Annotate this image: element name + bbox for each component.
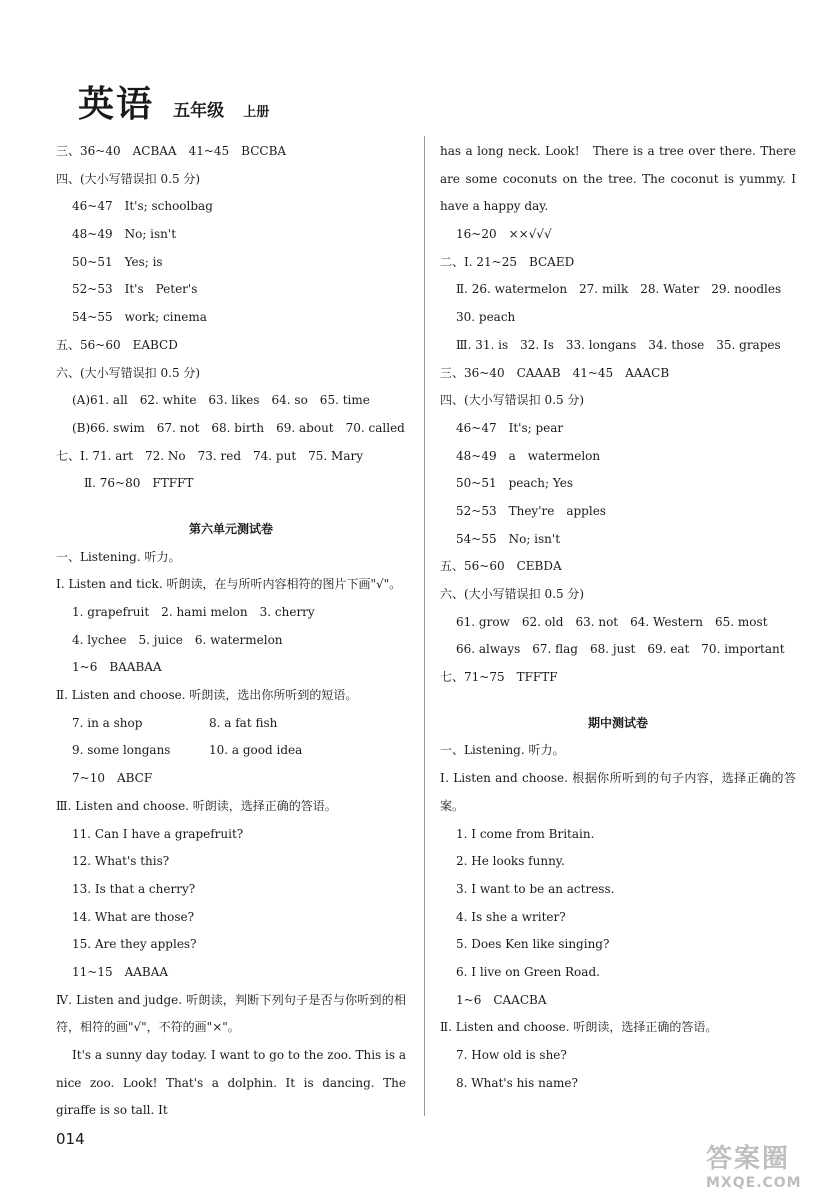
question-instruction: Ⅱ. Listen and choose. 听朗读，选出你所听到的短语。: [56, 688, 358, 703]
answer-line: 66. always 67. flag 68. just 69. eat 70. important: [456, 642, 785, 657]
answer-line: 16~20 ××√√√: [456, 227, 552, 242]
answer-line: 3. I want to be an actress.: [456, 881, 615, 896]
answer-line: (A)61. all 62. white 63. likes 64. so 65. time: [72, 393, 370, 408]
answer-line: 15. Are they apples?: [72, 937, 197, 952]
watermark-url: MXQE.COM: [706, 1175, 802, 1191]
section-note: 六、(大小写错误扣 0.5 分): [56, 365, 201, 380]
midterm-title: 期中测试卷: [587, 715, 648, 730]
page-header: [78, 76, 270, 125]
watermark-title: 答案圈: [706, 1144, 791, 1174]
answer-line: 2. He looks funny.: [456, 854, 565, 869]
answer-line: [56, 710, 406, 738]
phrase: 9. some longans: [72, 743, 171, 758]
unit6-title: 第六单元测试卷: [188, 521, 273, 536]
answer-line: 54~55 No; isn't: [456, 531, 561, 546]
answer-line: 30. peach: [456, 310, 516, 325]
question-instruction: Ⅱ. Listen and choose. 听朗读，选择正确的答语。: [440, 1020, 718, 1035]
answer-line: Ⅱ. 26. watermelon 27. milk 28. Water 29. noodles: [456, 282, 782, 297]
answer-line: Ⅱ. 76~80 FTFFT: [84, 476, 194, 491]
answer-line: 46~47 It's; schoolbag: [72, 199, 213, 214]
answer-line: 14. What are those?: [72, 909, 195, 924]
phrase: 7. in a shop: [72, 715, 143, 730]
section-note: 四、(大小写错误扣 0.5 分): [56, 171, 201, 186]
answer-line: 1. grapefruit 2. hami melon 3. cherry: [72, 605, 315, 619]
question-instruction: Ⅳ. Listen and judge. 听朗读，判断下列句子是否与你听到的相符，相符的画"√"，不符的画"×"。: [56, 992, 406, 1035]
answer-line: 三、36~40 ACBAA 41~45 BCCBA: [56, 144, 287, 158]
answer-line: 7. How old is she?: [456, 1048, 567, 1063]
answer-line: Ⅲ. 31. is 32. Is 33. longans 34. those 35. grapes: [456, 337, 781, 352]
watermark-logo: [706, 1138, 816, 1194]
answer-line: 五、56~60 EABCD: [56, 337, 178, 352]
answer-line: 4. Is she a writer?: [456, 909, 566, 924]
listening-passage-cont: has a long neck. Look! There is a tree over there. There are some coconuts on the tree. The coconut is yummy. I have a happy day.: [440, 144, 796, 214]
answer-line: 五、56~60 CEBDA: [440, 559, 562, 574]
answer-line: 8. What's his name?: [456, 1075, 578, 1090]
question-instruction: Ⅰ. Listen and tick. 听朗读，在与所听内容相符的图片下画"√"。: [56, 577, 402, 592]
answer-line: 七、71~75 TFFTF: [440, 670, 558, 685]
answer-line: 54~55 work; cinema: [72, 310, 207, 325]
question-instruction: Ⅰ. Listen and choose. 根据你所听到的句子内容，选择正确的答案。: [440, 771, 796, 813]
answer-line: 52~53 It's Peter's: [72, 282, 198, 297]
answer-line: 48~49 No; isn't: [72, 227, 177, 242]
answer-line: (B)66. swim 67. not 68. birth 69. about 70. called: [72, 420, 405, 435]
section-heading: 一、Listening. 听力。: [440, 743, 565, 758]
answer-line: 52~53 They're apples: [456, 503, 606, 518]
question-instruction: Ⅲ. Listen and choose. 听朗读，选择正确的答语。: [56, 798, 337, 813]
left-column: [56, 138, 406, 1125]
answer-line: 50~51 peach; Yes: [456, 476, 573, 491]
phrase: 8. a fat fish: [209, 715, 278, 730]
answer-line: 11. Can I have a grapefruit?: [72, 826, 244, 841]
subject-title: 英语: [78, 84, 155, 125]
volume-label: 上册: [243, 105, 270, 120]
section-note: 六、(大小写错误扣 0.5 分): [440, 587, 585, 602]
grade-label: 五年级: [173, 101, 225, 121]
answer-line: 48~49 a watermelon: [456, 448, 601, 463]
answer-line: 1. I come from Britain.: [456, 826, 595, 841]
answer-line: 三、36~40 CAAAB 41~45 AAACB: [440, 365, 670, 380]
answer-line: 4. lychee 5. juice 6. watermelon: [72, 632, 283, 647]
answer-line: 7~10 ABCF: [72, 771, 153, 786]
phrase: 10. a good idea: [209, 743, 303, 758]
answer-line: 二、Ⅰ. 21~25 BCAED: [440, 254, 575, 269]
answer-line: 12. What's this?: [72, 854, 170, 869]
answer-line: 七、Ⅰ. 71. art 72. No 73. red 74. put 75. Mary: [56, 448, 364, 463]
answer-line: 50~51 Yes; is: [72, 254, 163, 269]
listening-passage: It's a sunny day today. I want to go to the zoo. This is a nice zoo. Look! That's a dolphin. It is dancing. The giraffe is so tall. It: [56, 1048, 406, 1118]
column-divider: [424, 136, 425, 1116]
section-heading: 一、Listening. 听力。: [56, 549, 181, 564]
page-number: 014: [56, 1130, 85, 1148]
answer-line: 61. grow 62. old 63. not 64. Western 65. most: [456, 614, 768, 629]
answer-line: [56, 737, 406, 765]
answer-line: 46~47 It's; pear: [456, 420, 564, 435]
answer-line: 1~6 CAACBA: [456, 992, 547, 1007]
answer-line: 6. I live on Green Road.: [456, 965, 600, 980]
answer-line: 13. Is that a cherry?: [72, 881, 196, 896]
right-column: [440, 138, 796, 1097]
answer-line: 11~15 AABAA: [72, 964, 169, 979]
section-note: 四、(大小写错误扣 0.5 分): [440, 393, 585, 408]
answer-line: 1~6 BAABAA: [72, 660, 162, 675]
answer-line: 5. Does Ken like singing?: [456, 937, 610, 952]
